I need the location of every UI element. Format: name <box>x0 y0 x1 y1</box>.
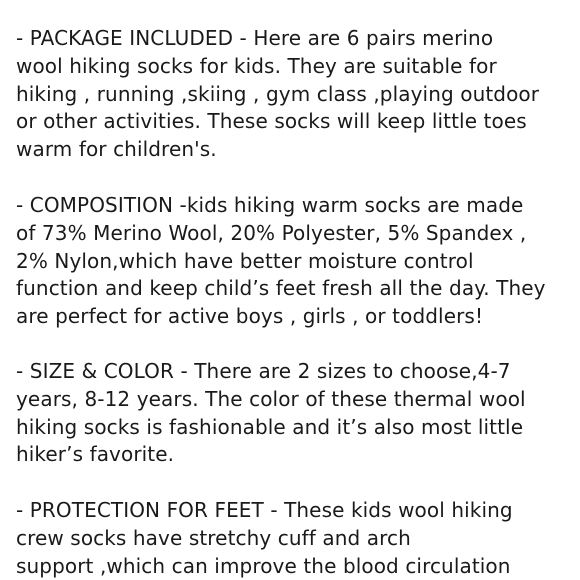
text-line: warm for children's. <box>16 137 217 162</box>
size-color-paragraph <box>16 358 576 469</box>
text-line: hiker’s favorite. <box>16 442 175 467</box>
text-line: are perfect for active boys , girls , or toddlers! <box>16 304 484 329</box>
text-line: hiking , running ,skiing , gym class ,playing outdoor <box>16 81 540 106</box>
package-included-paragraph <box>16 25 576 164</box>
text-line: or other activities. These socks will keep little toes <box>16 109 527 134</box>
composition-paragraph <box>16 192 576 331</box>
text-line: - PROTECTION FOR FEET - These kids wool hiking <box>16 498 513 522</box>
text-line: years, 8-12 years. The color of these thermal wool <box>16 386 526 411</box>
text-line: wool hiking socks for kids. They are suitable for <box>16 53 497 78</box>
text-line: 2% Nylon,which have better moisture control <box>16 248 474 273</box>
text-line: hiking socks is fashionable and it’s also most little <box>16 414 524 439</box>
protection-paragraph <box>16 497 576 580</box>
text-line: - COMPOSITION -kids hiking warm socks are made <box>16 193 524 217</box>
text-line: - SIZE & COLOR - There are 2 sizes to choose,4-7 <box>16 359 511 383</box>
text-line: crew socks have stretchy cuff and arch <box>16 525 411 550</box>
text-line: function and keep child’s feet fresh all the day. They <box>16 276 546 301</box>
text-line: support ,which can improve the blood circulation <box>16 553 511 578</box>
text-line: of 73% Merino Wool, 20% Polyester, 5% Spandex , <box>16 220 527 245</box>
text-line: - PACKAGE INCLUDED - Here are 6 pairs merino <box>16 26 494 50</box>
